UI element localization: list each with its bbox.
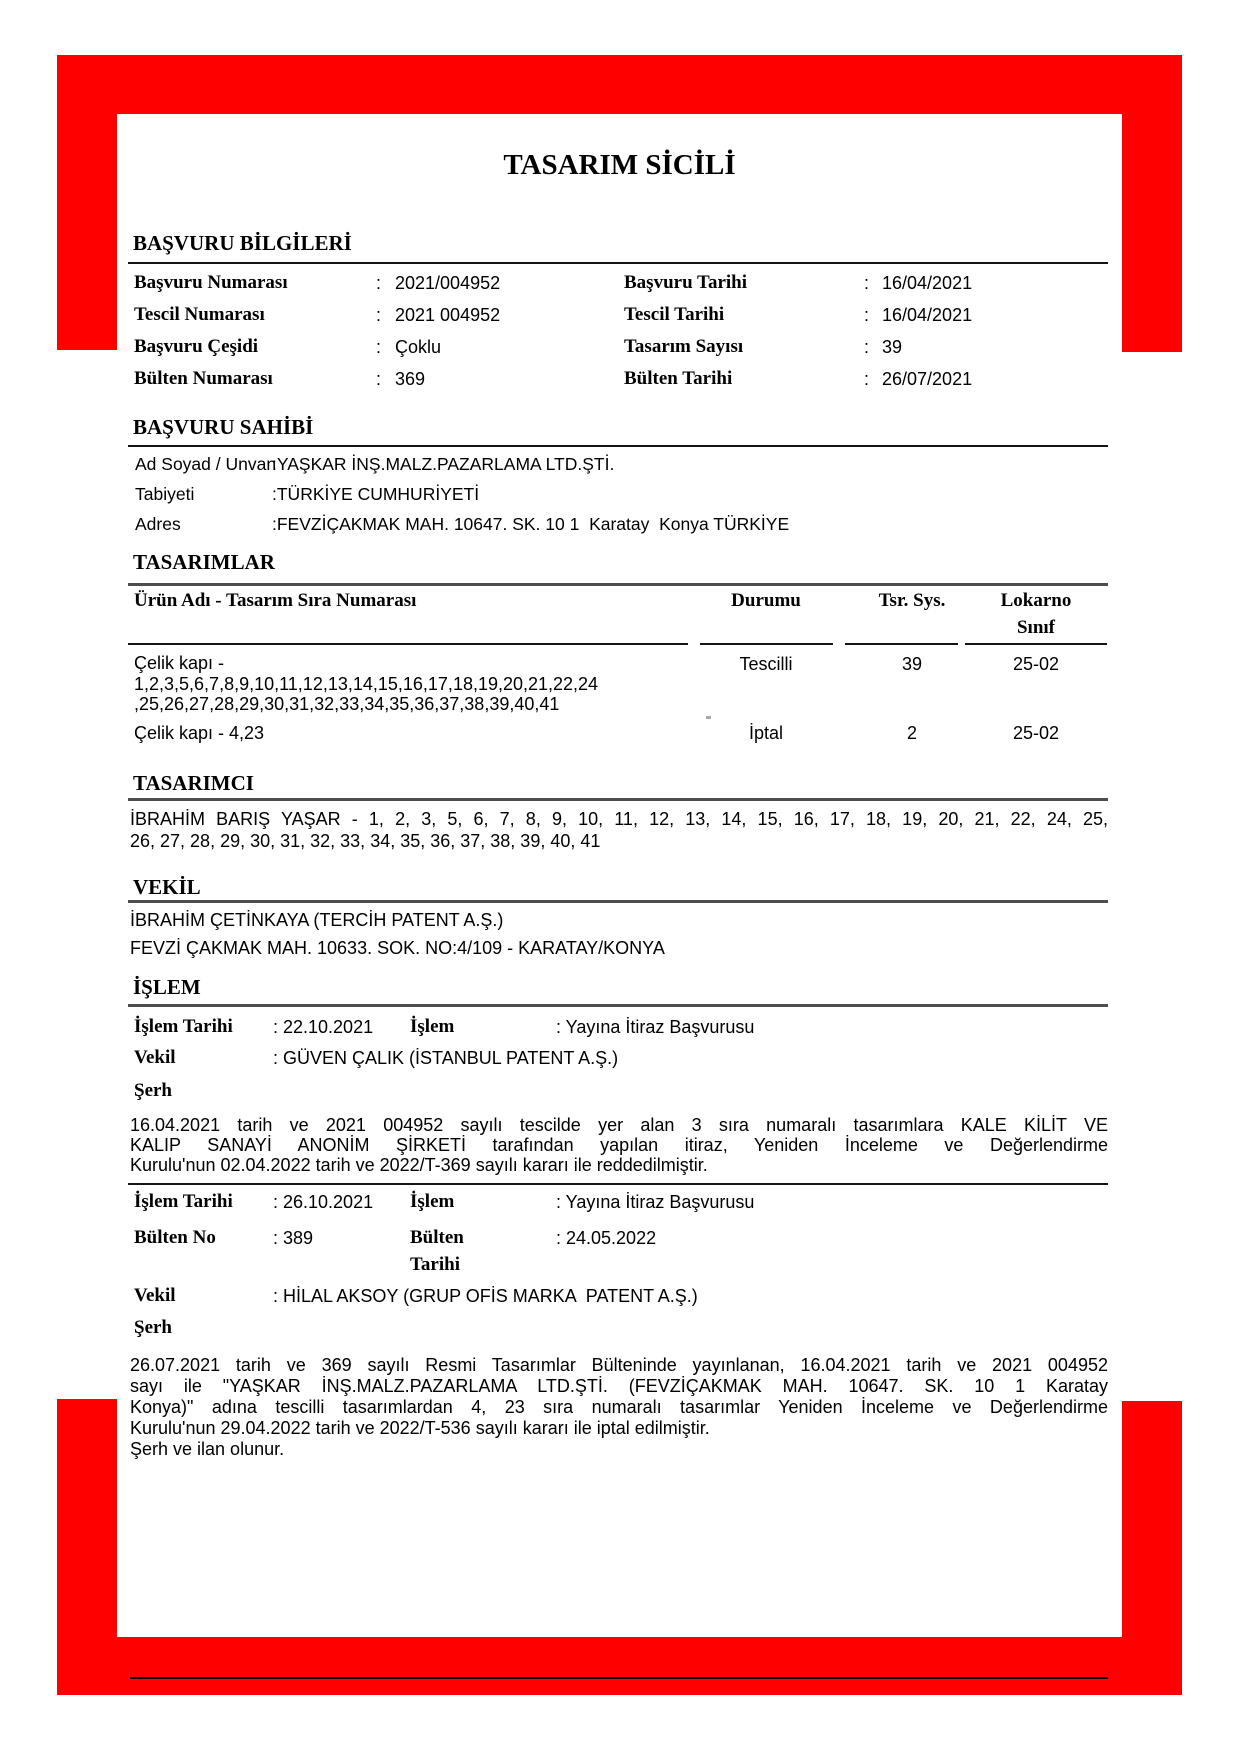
field-label: Bülten Tarihi [624,368,733,389]
field-value: :FEVZİÇAKMAK MAH. 10647. SK. 10 1 Karatay Konya TÜRKİYE [272,514,790,534]
section-rule [128,445,1108,447]
field-label: Tabiyeti [135,484,195,504]
field-value: 2021 004952 [395,305,501,325]
field-value: 369 [395,369,426,389]
field-label: Tescil Numarası [134,304,265,325]
field-label-serh: Şerh [134,1317,172,1338]
field-colon: : [864,305,870,325]
field-value: 16/04/2021 [882,273,973,293]
designer-names-line: 26, 27, 28, 29, 30, 31, 32, 33, 34, 35, 36, 37, 38, 39, 40, 41 [130,831,601,851]
stray-mark [706,716,711,719]
agent-address-line: FEVZİ ÇAKMAK MAH. 10633. SOK. NO:4/109 - KARATAY/KONYA [130,938,665,958]
field-value: : 389 [273,1228,314,1248]
table-cell-durum: Tescilli [739,654,793,674]
table-col-header-tsr: Tsr. Sys. [878,590,946,611]
serh-paragraph-line: KALIP SANAYİ ANONİM ŞİRKETİ tarafından yapılan itiraz, Yeniden İnceleme ve Değerlendirme [130,1135,1108,1155]
page-title: TASARIM SİCİLİ [503,149,736,181]
section-rule [128,262,1108,264]
field-colon: : [376,369,382,389]
footer-rule [130,1677,1108,1679]
section-rule-thick [128,1004,1108,1007]
table-header-rule [845,643,958,645]
field-label: İşlem Tarihi [134,1191,233,1212]
field-colon: : [864,369,870,389]
field-label-line2: Tarihi [410,1254,460,1275]
serh-paragraph-line: sayı ile "YAŞKAR İNŞ.MALZ.PAZARLAMA LTD.ŞTİ. (FEVZİÇAKMAK MAH. 10647. SK. 10 1 Karatay [130,1376,1108,1396]
table-col-header-lokarno: Lokarno [1000,590,1072,611]
field-label: Tescil Tarihi [624,304,725,325]
table-row-product: Çelik kapı - [134,653,225,673]
field-value: :YAŞKAR İNŞ.MALZ.PAZARLAMA LTD.ŞTİ. [272,454,615,474]
table-header-rule [700,643,833,645]
agent-name-line: İBRAHİM ÇETİNKAYA (TERCİH PATENT A.Ş.) [130,910,504,930]
field-label: Başvuru Tarihi [624,272,748,293]
section-heading-islem: İŞLEM [133,975,201,999]
red-frame-left-upper [57,114,117,350]
red-frame-top-band [57,55,1182,114]
field-label: Vekil [134,1047,176,1068]
serh-paragraph-line: Kurulu'nun 29.04.2022 tarih ve 2022/T-536 sayılı kararı ile iptal edilmiştir. [130,1418,710,1438]
table-row-product-numbers: 1,2,3,5,6,7,8,9,10,11,12,13,14,15,16,17,18,19,20,21,22,24 [134,674,599,694]
serh-paragraph-line: Konya)" adına tescilli tasarımlardan 4, 23 sıra numaralı tasarımlar Yeniden İnceleme ve Değerlendirme [130,1397,1108,1417]
table-header-rule [128,643,688,645]
field-value: : 26.10.2021 [273,1192,374,1212]
field-value: : 24.05.2022 [556,1228,657,1248]
serh-paragraph-line: Kurulu'nun 02.04.2022 tarih ve 2022/T-369 sayılı kararı ile reddedilmiştir. [130,1155,708,1175]
field-colon: : [864,273,870,293]
field-label: İşlem [410,1191,455,1212]
field-label: Bülten Numarası [134,368,273,389]
field-value: 39 [882,337,903,357]
field-label: Ad Soyad / Unvan [135,454,277,474]
section-rule-thick [128,900,1108,903]
table-row-product: Çelik kapı - 4,23 [134,723,265,743]
field-value: : Yayına İtiraz Başvurusu [556,1017,755,1037]
field-label: Adres [135,514,181,534]
designer-names-line: İBRAHİM BARIŞ YAŞAR - 1, 2, 3, 5, 6, 7, 8, 9, 10, 11, 12, 13, 14, 15, 16, 17, 18, 19, 20, 21, 22, 24, 25, [130,809,1108,829]
red-frame-bottom-band [57,1637,1182,1695]
field-label: Bülten No [134,1227,216,1248]
table-cell-lokarno: 25-02 [1012,723,1060,743]
field-colon: : [376,305,382,325]
table-cell-tsr: 2 [906,723,917,743]
field-value: 16/04/2021 [882,305,973,325]
section-heading-basvuru-bilgileri: BAŞVURU BİLGİLERİ [133,231,352,255]
section-heading-basvuru-sahibi: BAŞVURU SAHİBİ [133,415,314,439]
field-value: : GÜVEN ÇALIK (İSTANBUL PATENT A.Ş.) [273,1048,619,1068]
field-label: Tasarım Sayısı [624,336,744,357]
field-label: İşlem Tarihi [134,1016,233,1037]
table-header-rule [965,643,1107,645]
field-label: İşlem [410,1016,455,1037]
section-rule-thick [128,583,1108,586]
red-frame-right-upper [1122,114,1182,352]
field-value: : Yayına İtiraz Başvurusu [556,1192,755,1212]
field-value: 2021/004952 [395,273,501,293]
field-label-serh: Şerh [134,1080,172,1101]
field-colon: : [376,337,382,357]
table-cell-durum: İptal [748,723,784,743]
field-value: 26/07/2021 [882,369,973,389]
table-row-product-numbers: ,25,26,27,28,29,30,31,32,33,34,35,36,37,38,39,40,41 [134,694,560,714]
field-colon: : [864,337,870,357]
field-value: : 22.10.2021 [273,1017,374,1037]
section-rule-thick [128,798,1108,801]
field-label: Bülten [410,1227,464,1248]
serh-paragraph-line: 26.07.2021 tarih ve 369 sayılı Resmi Tasarımlar Bülteninde yayınlanan, 16.04.2021 tarih ve 2021 004952 [130,1355,1108,1375]
field-label: Vekil [134,1285,176,1306]
table-col-header-durum: Durumu [731,590,801,611]
field-label: Başvuru Çeşidi [134,336,259,357]
table-cell-tsr: 39 [901,654,923,674]
table-col-header-name: Ürün Adı - Tasarım Sıra Numarası [134,590,417,611]
section-heading-tasarimci: TASARIMCI [133,771,254,795]
field-colon: : [376,273,382,293]
field-value: : HİLAL AKSOY (GRUP OFİS MARKA PATENT A.Ş.) [273,1286,698,1306]
section-heading-tasarimlar: TASARIMLAR [133,550,275,574]
serh-closing-line: Şerh ve ilan olunur. [130,1439,285,1459]
table-col-header-lokarno-line2: Sınıf [1016,617,1056,638]
section-heading-vekil: VEKİL [133,875,201,899]
field-label: Başvuru Numarası [134,272,288,293]
table-cell-lokarno: 25-02 [1012,654,1060,674]
field-value: Çoklu [395,337,442,357]
field-value: :TÜRKİYE CUMHURİYETİ [272,484,480,504]
entry-separator-rule [128,1183,1108,1185]
serh-paragraph-line: 16.04.2021 tarih ve 2021 004952 sayılı tescilde yer alan 3 sıra numaralı tasarımlara KALE KİLİT VE [130,1115,1108,1135]
